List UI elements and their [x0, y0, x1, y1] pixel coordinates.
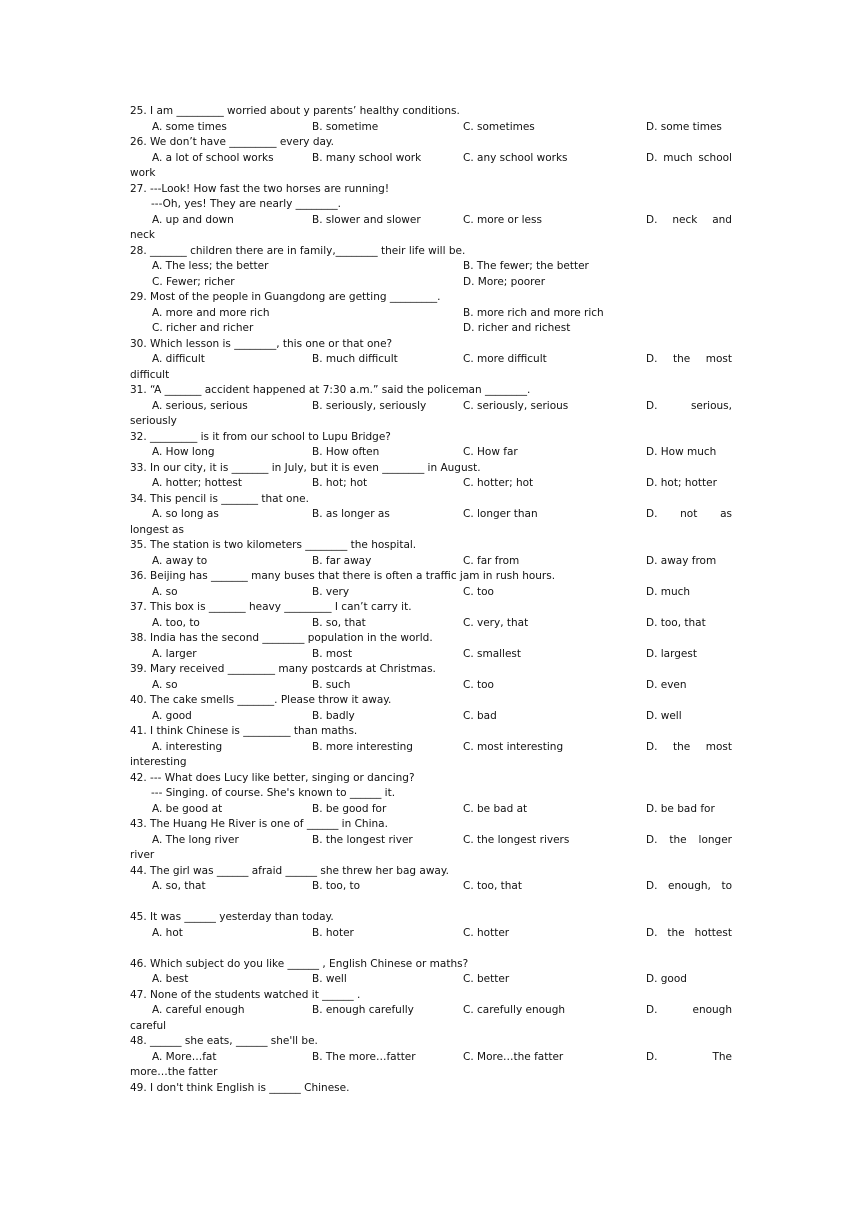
options-row — [130, 647, 732, 663]
option: C. richer and richer — [152, 322, 254, 334]
option-a: A. difficult — [152, 353, 205, 365]
option-b: B. How often — [312, 446, 380, 458]
option-a: A. More…fat — [152, 1050, 217, 1063]
option-d-word: the — [667, 926, 685, 939]
option-a: A. up and down — [152, 213, 234, 226]
option-a: A. away to — [152, 554, 208, 567]
option-d: D. away from — [646, 554, 717, 567]
option-b: B. hoter — [312, 926, 354, 939]
options-row — [130, 476, 732, 492]
option-c: C. hotter — [463, 926, 510, 939]
options-row — [130, 554, 732, 570]
option-a: A. hotter; hottest — [152, 477, 242, 489]
options-row — [130, 120, 732, 136]
option-d-word: enough — [692, 1004, 732, 1016]
option-d: D. well — [646, 709, 682, 722]
option-d-word: D. — [646, 353, 658, 365]
option-d — [646, 926, 732, 942]
option-c: C. longer than — [463, 508, 538, 520]
question-stem: 44. The girl was ______ afraid ______ she threw her bag away. — [130, 864, 449, 877]
option-wrapped-text: careful — [130, 1019, 167, 1032]
question-stem: 29. Most of the people in Guangdong are getting _________. — [130, 291, 441, 303]
option-d-word: most — [705, 740, 732, 753]
option-d-word: D. — [646, 508, 658, 520]
option-c: C. better — [463, 973, 510, 985]
question-q29 — [130, 290, 732, 337]
option-c: C. the longest rivers — [463, 833, 570, 846]
option-a: A. How long — [152, 446, 215, 458]
question-q42 — [130, 771, 732, 818]
option-b: B. seriously, seriously — [312, 399, 427, 412]
options-row — [130, 1003, 732, 1019]
option-c: C. more or less — [463, 213, 542, 226]
question-q28 — [130, 244, 732, 291]
blank-line — [130, 941, 732, 957]
option-a: A. so — [152, 678, 178, 691]
question-q27 — [130, 182, 732, 244]
question-q26 — [130, 135, 732, 182]
blank-line — [130, 895, 732, 911]
option-wrapped-text: neck — [130, 229, 155, 241]
option-b: B. enough carefully — [312, 1004, 414, 1016]
question-stem: 41. I think Chinese is _________ than maths. — [130, 725, 358, 737]
option-d: D. much — [646, 585, 691, 598]
option-d-word: The — [712, 1050, 732, 1063]
question-q38 — [130, 631, 732, 662]
options-row — [130, 399, 732, 415]
question-q31 — [130, 383, 732, 430]
question-stem: 49. I don't think English is ______ Chinese. — [130, 1081, 350, 1094]
option-a: A. careful enough — [152, 1004, 245, 1016]
option-wrapped-text: work — [130, 167, 156, 179]
option-wrapped-text: longest as — [130, 523, 184, 536]
option-c: C. carefully enough — [463, 1004, 566, 1016]
question-stem: 34. This pencil is _______ that one. — [130, 492, 309, 505]
question-stem: 28. _______ children there are in family,________ their life will be. — [130, 244, 466, 257]
option-d — [646, 1050, 732, 1066]
question-stem: 37. This box is _______ heavy _________ I can’t carry it. — [130, 601, 412, 613]
option-b: B. well — [312, 973, 347, 985]
option-d-word: D. — [646, 213, 658, 226]
question-stem: 32. _________ is it from our school to Lupu Bridge? — [130, 430, 391, 443]
option-d-word: D. — [646, 926, 658, 939]
question-q48 — [130, 1034, 732, 1081]
option-a: A. so long as — [152, 508, 219, 520]
option-b: B. too, to — [312, 880, 361, 892]
option-d-word: not — [680, 508, 698, 520]
option-a: A. too, to — [152, 616, 200, 629]
option-b: B. much difficult — [312, 353, 398, 365]
option-d-word: hottest — [694, 926, 732, 939]
option-d-word: and — [712, 213, 732, 226]
option-b: B. be good for — [312, 802, 387, 815]
question-stem: 45. It was ______ yesterday than today. — [130, 911, 334, 923]
option-wrapped-text: difficult — [130, 368, 170, 381]
option-b: B. slower and slower — [312, 213, 421, 226]
option-d-word: most — [705, 353, 732, 365]
question-q44 — [130, 864, 732, 911]
option-d — [646, 507, 732, 523]
options-row — [130, 151, 732, 167]
option-d — [646, 352, 732, 368]
option-a: A. The long river — [152, 833, 239, 846]
option: B. more rich and more rich — [463, 306, 604, 319]
option-d — [646, 879, 732, 895]
option-a: A. interesting — [152, 740, 223, 753]
options-row — [130, 259, 732, 275]
option-b: B. most — [312, 647, 353, 660]
option-c: C. any school works — [463, 151, 568, 164]
option-b: B. sometime — [312, 120, 379, 133]
option-c: C. more difficult — [463, 353, 547, 365]
options-row — [130, 275, 732, 291]
option-d — [646, 740, 732, 756]
option-d — [646, 833, 732, 849]
question-q46 — [130, 957, 732, 988]
option-d-word: the — [672, 353, 691, 365]
options-row — [130, 709, 732, 725]
option-d-word: school — [698, 151, 732, 164]
question-q35 — [130, 538, 732, 569]
option-b: B. such — [312, 678, 351, 691]
option-wrapped-text: river — [130, 849, 155, 861]
option-d-word: much — [663, 151, 693, 164]
option-d-word: neck — [672, 213, 698, 226]
question-q30 — [130, 337, 732, 384]
option-c: C. smallest — [463, 647, 522, 660]
options-row — [130, 213, 732, 229]
option-c: C. most interesting — [463, 740, 564, 753]
option-b: B. badly — [312, 709, 355, 722]
option-c: C. More…the fatter — [463, 1050, 564, 1063]
option-d: D. good — [646, 973, 687, 985]
option-d: D. too, that — [646, 616, 706, 629]
options-row — [130, 352, 732, 368]
question-stem: 46. Which subject do you like ______ , English Chinese or maths? — [130, 957, 469, 970]
question-stem: 33. In our city, it is _______ in July, but it is even ________ in August. — [130, 461, 481, 474]
question-stem: 27. ---Look! How fast the two horses are running! — [130, 182, 390, 195]
question-stem: 30. Which lesson is ________, this one or that one? — [130, 337, 393, 350]
question-stem: 39. Mary received _________ many postcards at Christmas. — [130, 663, 436, 675]
option-c: C. very, that — [463, 616, 529, 629]
question-stem: 31. “A _______ accident happened at 7:30 a.m.” said the policeman ________. — [130, 384, 531, 396]
option-c: C. sometimes — [463, 120, 535, 133]
option-d-word: D. — [646, 740, 658, 753]
options-row — [130, 585, 732, 601]
option-a: A. serious, serious — [152, 399, 248, 412]
option-b: B. far away — [312, 554, 372, 567]
question-q32 — [130, 430, 732, 461]
question-stem: 35. The station is two kilometers ________ the hospital. — [130, 539, 417, 551]
question-q36 — [130, 569, 732, 600]
option-c: C. far from — [463, 554, 520, 567]
option-b: B. as longer as — [312, 508, 390, 520]
option-a: A. so, that — [152, 880, 206, 892]
question-q41 — [130, 724, 732, 771]
option-d: D. some times — [646, 120, 722, 133]
option: D. richer and richest — [463, 322, 571, 334]
options-row — [130, 926, 732, 942]
options-row — [130, 740, 732, 756]
question-stem: 42. --- What does Lucy like better, singing or dancing? — [130, 771, 415, 784]
question-q34 — [130, 492, 732, 539]
option-b: B. hot; hot — [312, 477, 368, 489]
option-d-word: D. — [646, 151, 658, 164]
question-q40 — [130, 693, 732, 724]
question-stem: 26. We don’t have _________ every day. — [130, 136, 334, 148]
option-c: C. hotter; hot — [463, 477, 534, 489]
option: D. More; poorer — [463, 275, 546, 288]
option-wrapped-text: more…the fatter — [130, 1066, 218, 1078]
question-stem: 36. Beijing has _______ many buses that there is often a traffic jam in rush hours. — [130, 570, 556, 582]
question-stem: 40. The cake smells _______. Please throw it away. — [130, 694, 392, 706]
question-stem: 48. ______ she eats, ______ she'll be. — [130, 1035, 318, 1047]
option-c: C. seriously, serious — [463, 399, 569, 412]
option: A. more and more rich — [152, 306, 270, 319]
option-b: B. very — [312, 585, 350, 598]
option-d-word: D. — [646, 880, 658, 892]
option-wrapped-text: seriously — [130, 415, 177, 427]
question-q33 — [130, 461, 732, 492]
option-d: D. hot; hotter — [646, 477, 717, 489]
exercise-document — [130, 104, 732, 1096]
question-q47 — [130, 988, 732, 1035]
options-row — [130, 879, 732, 895]
option: C. Fewer; richer — [152, 275, 235, 288]
option-a: A. be good at — [152, 802, 223, 815]
option-d — [646, 399, 732, 415]
option-b: B. many school work — [312, 151, 422, 164]
question-q49 — [130, 1081, 732, 1097]
question-q37 — [130, 600, 732, 631]
option-c: C. too, that — [463, 880, 522, 892]
options-row — [130, 306, 732, 322]
option-b: B. so, that — [312, 616, 366, 629]
option-a: A. good — [152, 709, 192, 722]
options-row — [130, 833, 732, 849]
option-d-word: D. — [646, 399, 658, 412]
option-b: B. more interesting — [312, 740, 413, 753]
option-d: D. largest — [646, 647, 697, 660]
option-c: C. How far — [463, 446, 518, 458]
option-a: A. so — [152, 585, 178, 598]
option-d — [646, 1003, 732, 1019]
option: A. The less; the better — [152, 260, 269, 272]
option-d-word: D. — [646, 833, 658, 846]
options-row — [130, 1050, 732, 1066]
option-a: A. best — [152, 973, 189, 985]
option-d — [646, 213, 732, 229]
option-d-word: serious, — [690, 399, 732, 412]
question-q43 — [130, 817, 732, 864]
option-d-word: the — [669, 833, 687, 846]
option-a: A. hot — [152, 926, 183, 939]
option-d — [646, 151, 732, 167]
option-d: D. How much — [646, 446, 717, 458]
option-c: C. be bad at — [463, 802, 528, 815]
option-c: C. too — [463, 678, 494, 691]
option-a: A. larger — [152, 647, 197, 660]
option-wrapped-text: interesting — [130, 756, 187, 768]
option-b: B. The more…fatter — [312, 1050, 416, 1063]
question-stem-continued: --- Singing. of course. She's known to ______ it. — [151, 787, 396, 799]
option-d-word: D. — [646, 1050, 658, 1063]
question-stem: 43. The Huang He River is one of ______ in China. — [130, 818, 388, 830]
options-row — [130, 678, 732, 694]
option-d-word: D. — [646, 1004, 658, 1016]
option-a: A. a lot of school works — [152, 151, 274, 164]
option-d: D. even — [646, 678, 687, 691]
option-d-word: the — [672, 740, 691, 753]
question-q45 — [130, 910, 732, 957]
option-d-word: to — [721, 880, 732, 892]
question-q25 — [130, 104, 732, 135]
option-c: C. too — [463, 585, 494, 598]
option-c: C. bad — [463, 709, 497, 722]
question-stem: 38. India has the second ________ population in the world. — [130, 632, 433, 644]
option-d: D. be bad for — [646, 802, 715, 815]
options-row — [130, 972, 732, 988]
options-row — [130, 445, 732, 461]
options-row — [130, 321, 732, 337]
question-stem-continued: ---Oh, yes! They are nearly ________. — [151, 198, 342, 210]
option-d-word: longer — [698, 833, 732, 846]
options-row — [130, 802, 732, 818]
options-row — [130, 507, 732, 523]
option: B. The fewer; the better — [463, 260, 589, 272]
option-b: B. the longest river — [312, 833, 413, 846]
question-stem: 25. I am _________ worried about y parents’ healthy conditions. — [130, 105, 460, 117]
option-a: A. some times — [152, 120, 227, 133]
question-stem: 47. None of the students watched it ______ . — [130, 988, 361, 1001]
question-q39 — [130, 662, 732, 693]
options-row — [130, 616, 732, 632]
option-d-word: as — [720, 508, 732, 520]
option-d-word: enough, — [668, 880, 711, 892]
